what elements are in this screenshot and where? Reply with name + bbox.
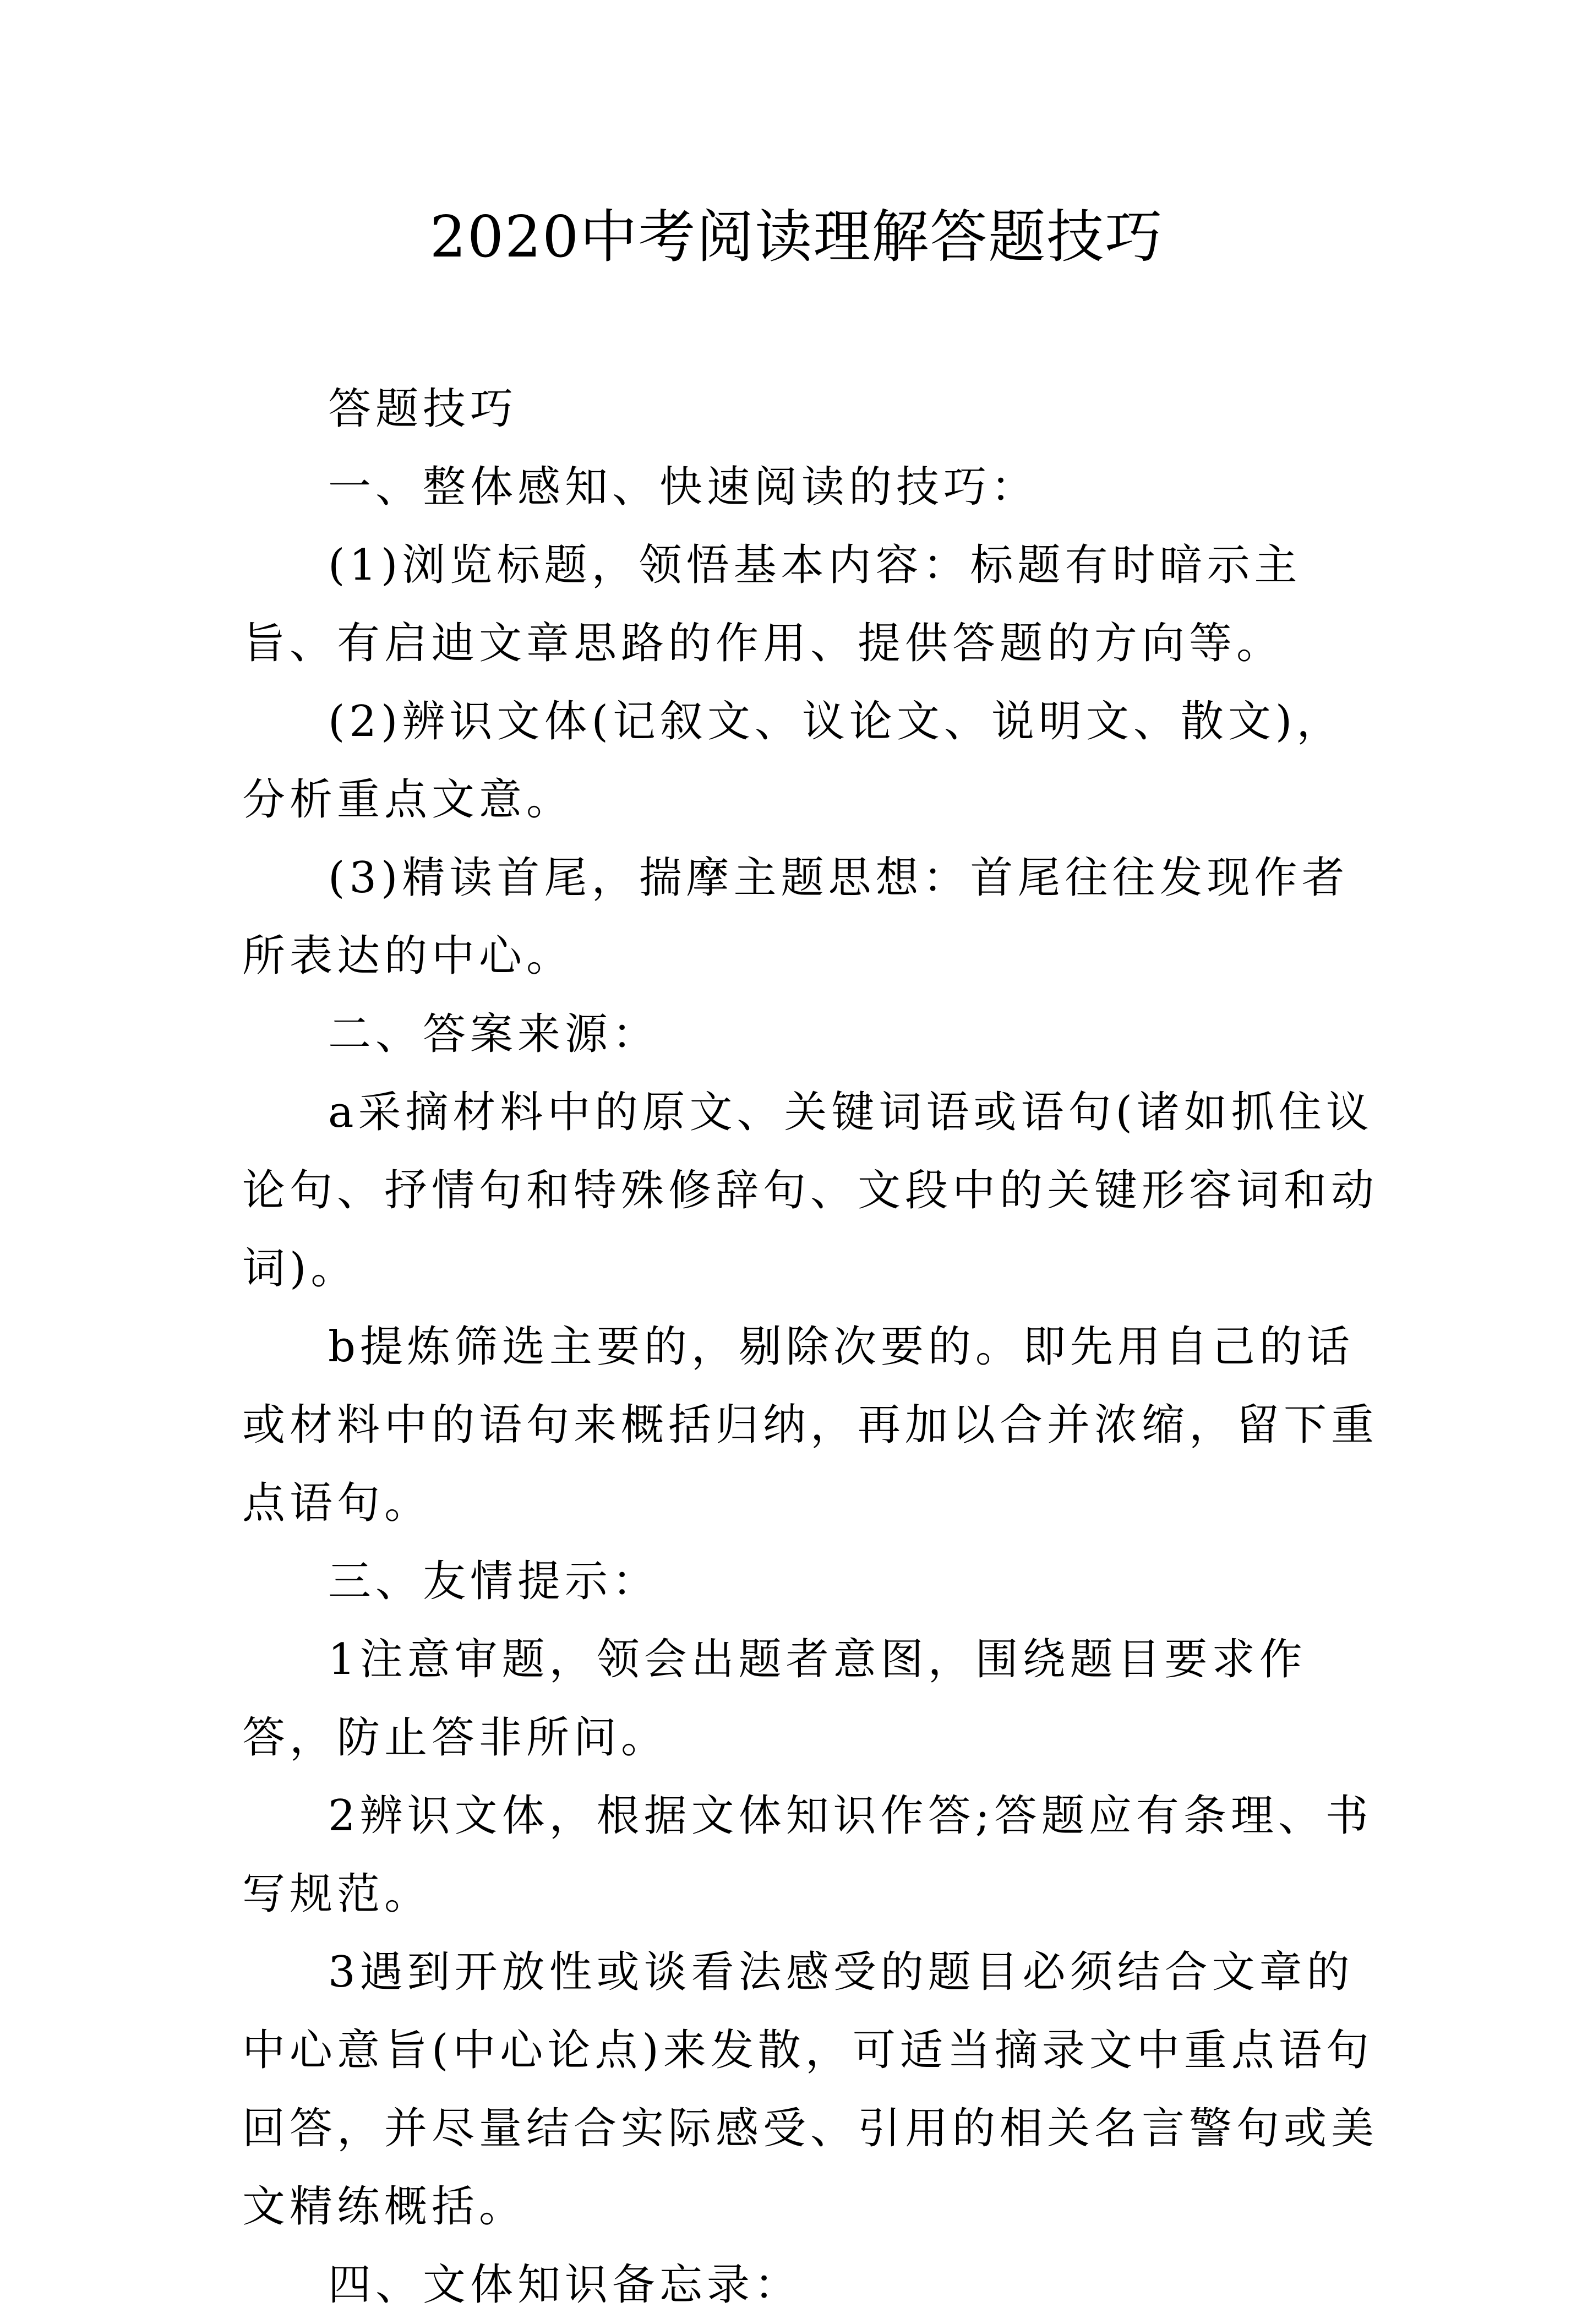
paragraph-2-b: b提炼筛选主要的，剔除次要的。即先用自己的话或材料中的语句来概括归纳，再加以合并浓缩，留下重点语句。 — [242, 1322, 1379, 1528]
heading-answer-tips: 答题技巧 — [328, 384, 518, 434]
paragraph-1-3: (3)精读首尾，揣摩主题思想：首尾往往发现作者所表达的中心。 — [242, 853, 1349, 981]
paragraph-1-1: (1)浏览标题，领悟基本内容：标题有时暗示主旨、有启迪文章思路的作用、提供答题的方向等。 — [242, 541, 1302, 668]
section-heading-2: 二、答案来源： — [328, 1010, 660, 1059]
paragraph-3-1: 1注意审题，领会出题者意图，围绕题目要求作答，防止答非所问。 — [242, 1635, 1307, 1763]
section-heading-1: 一、整体感知、快速阅读的技巧： — [328, 462, 1039, 512]
paragraph-3-3: 3遇到开放性或谈看法感受的题目必须结合文章的中心意旨(中心论点)来发散，可适当摘录文中重点语句回答，并尽量结合实际感受、引用的相关名言警句或美文精练概括。 — [242, 1947, 1379, 2232]
section-heading-4: 四、文体知识备忘录： — [328, 2260, 802, 2310]
section-heading-3: 三、友情提示： — [328, 1557, 660, 1606]
document-title: 2020中考阅读理解答题技巧 — [429, 203, 1164, 270]
paragraph-2-a: a采摘材料中的原文、关键词语或语句(诸如抓住议论句、抒情句和特殊修辞句、文段中的关键形容词和动词)。 — [242, 1088, 1379, 1294]
document-body — [242, 370, 1387, 2324]
paragraph-1-2: (2)辨识文体(记叙文、议论文、说明文、散文)，分析重点文意。 — [242, 697, 1344, 825]
paragraph-3-2: 2辨识文体，根据文体知识作答;答题应有条理、书写规范。 — [242, 1791, 1373, 1919]
